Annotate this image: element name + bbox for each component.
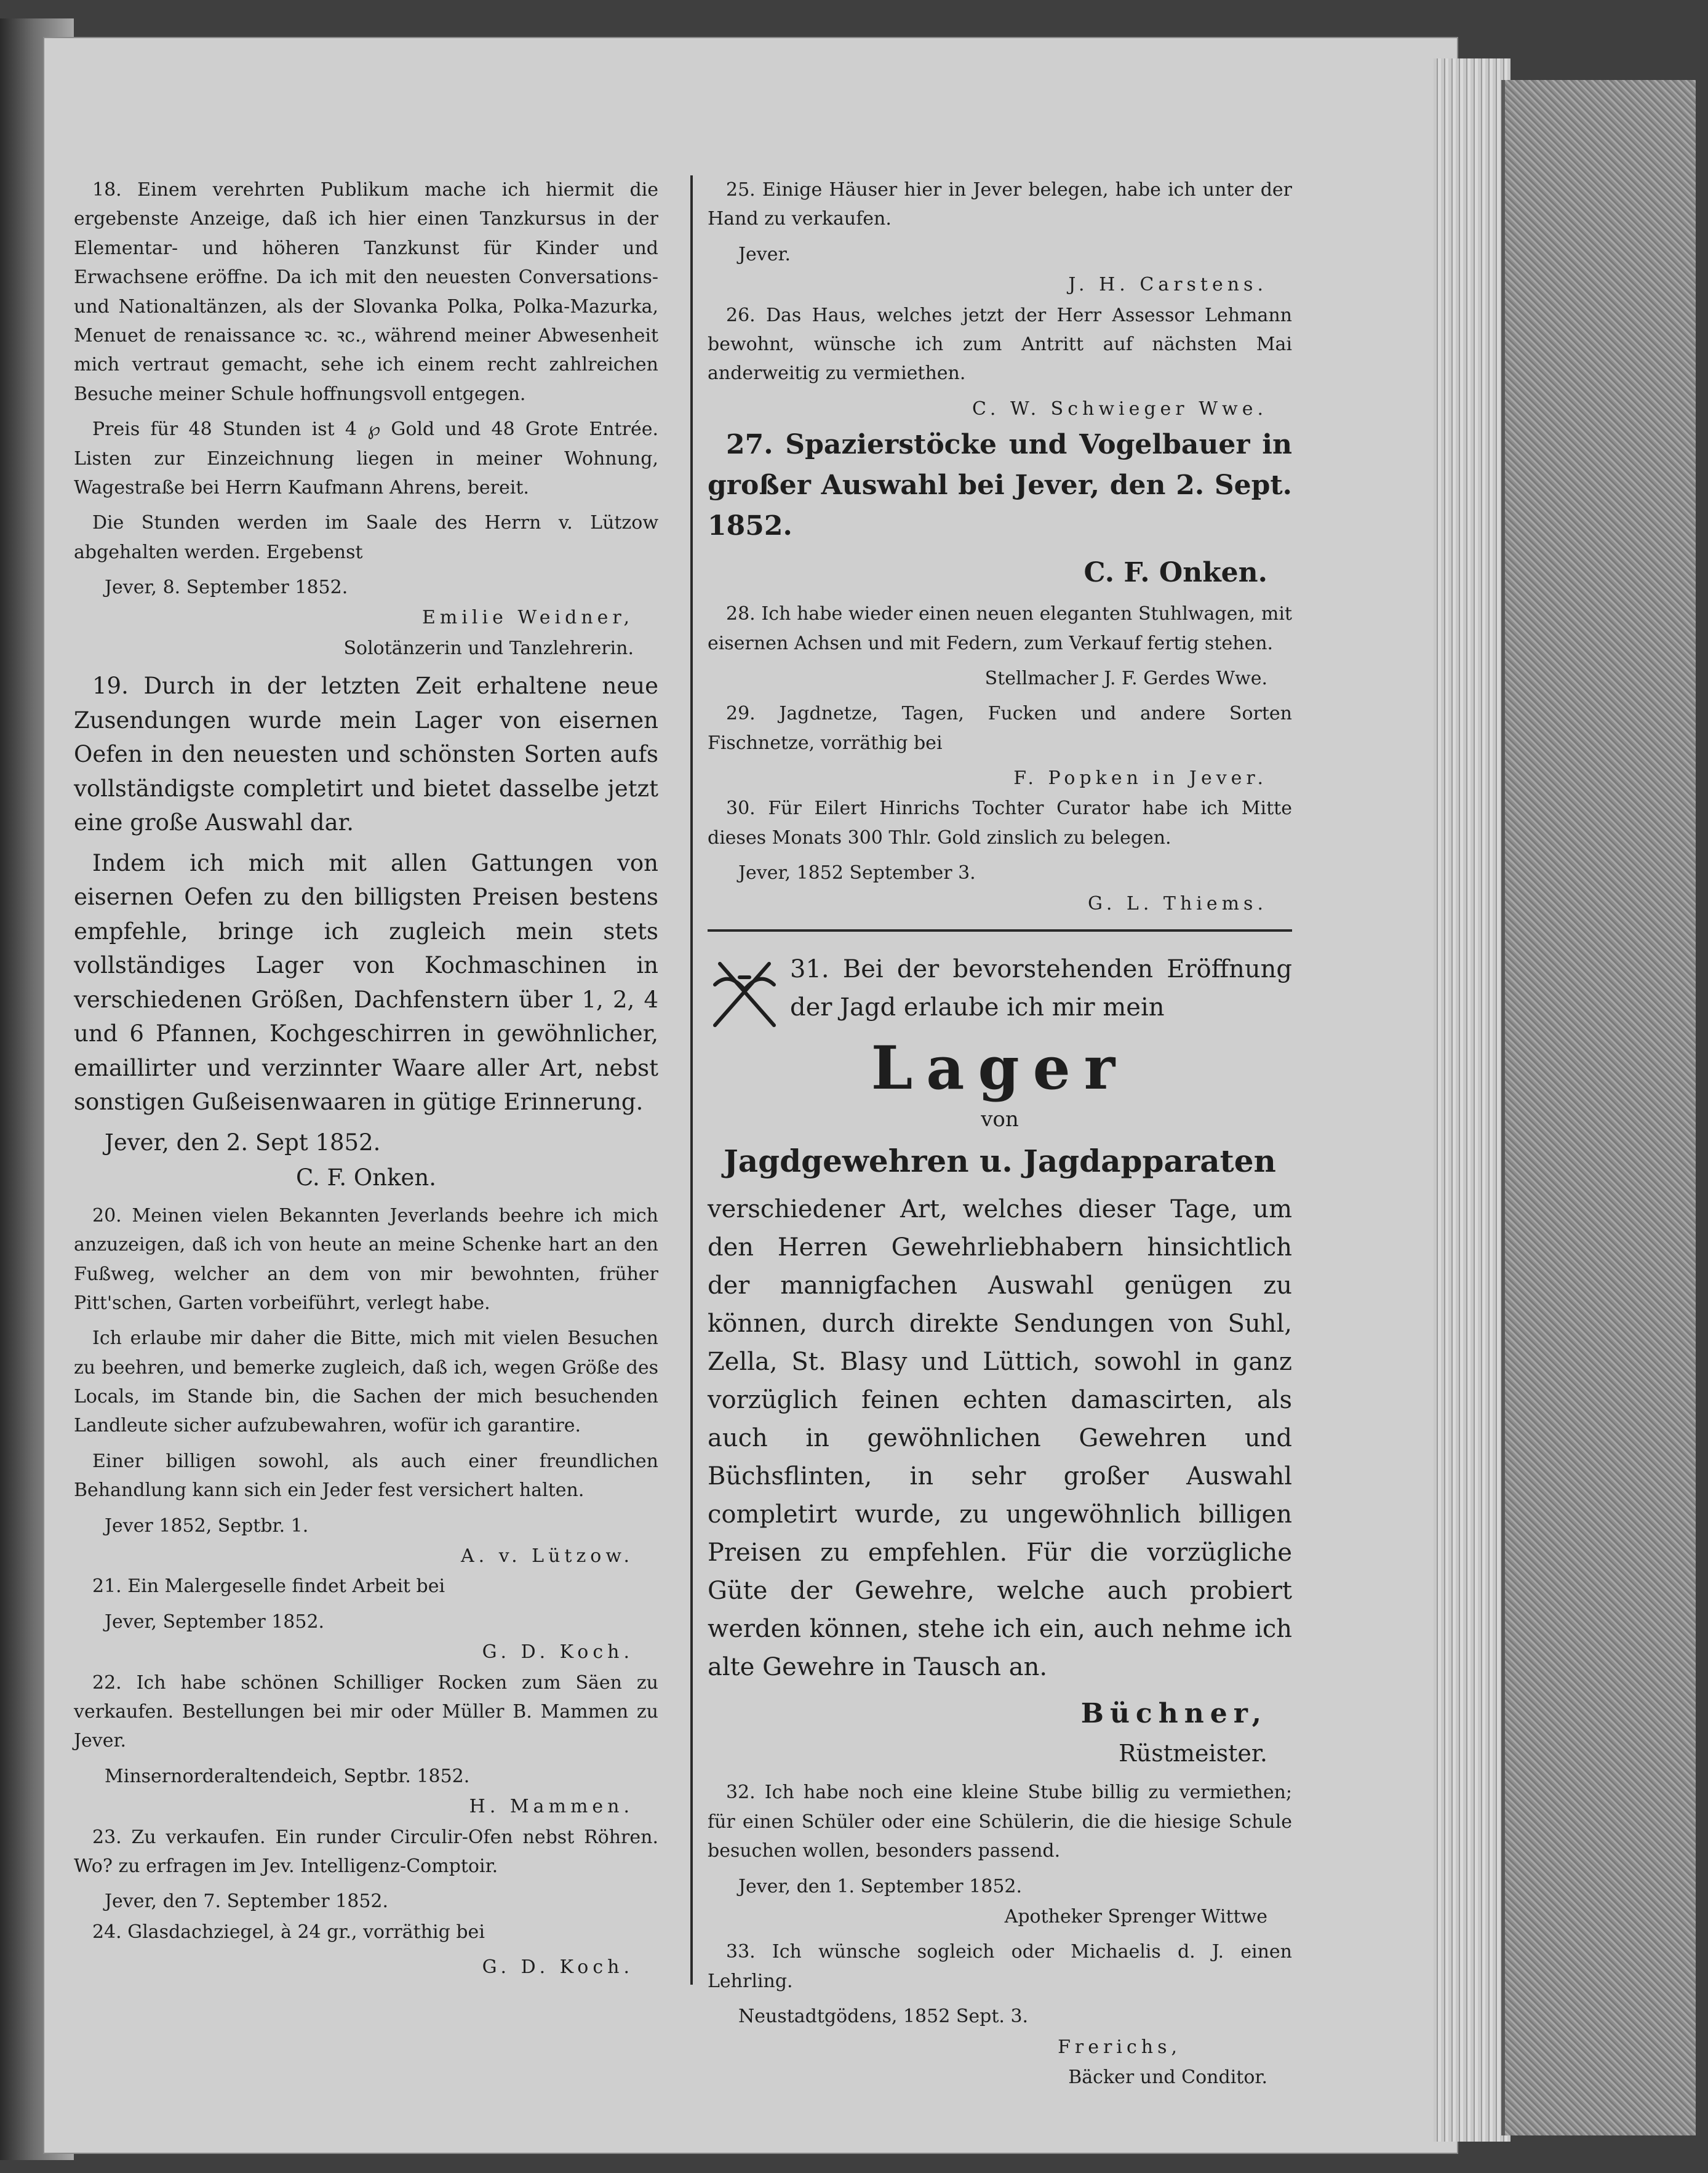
crossed-guns-icon	[708, 953, 781, 1033]
ad-26	[708, 301, 1292, 424]
ad-24-body: 24. Glasdachziegel, à 24 gr., vorräthig bei	[92, 1921, 485, 1943]
ad-27	[708, 425, 1292, 593]
ad-32	[708, 1778, 1292, 1931]
ad-20-body-3: Einer billigen sowohl, als auch einer freundlichen Behandlung kann sich ein Jeder fest versichert halten.	[74, 1450, 658, 1502]
ad-24-signature: G. D. Koch.	[482, 1956, 634, 1979]
ad-25-body: 25. Einige Häuser hier in Jever belegen, habe ich unter der Hand zu verkaufen.	[708, 179, 1292, 230]
ad-32-date: Jever, den 1. September 1852.	[738, 1875, 1023, 1897]
column-divider	[690, 175, 693, 1985]
ad-31-intro: 31. Bei der bevorstehenden Eröffnung der Jagd erlaube ich mir mein	[790, 955, 1292, 1022]
ad-31-body: verschiedener Art, welches dieser Tage, um den Herren Gewehrliebhabern hinsichtlich der mannigfachen Auswahl genügen zu können, durch direkte Sendungen von Suhl, Zella, St. Blasy und Lüttich, sowohl in ganz vorzüglich feinen echten damascirten, als auch in gewöhnlichen Gewehren und Büchsflinten, in sehr großer Auswahl completirt wurde, zu ungewöhnlich billigen Preisen zu empfehlen. Für die vorzügliche Güte der Gewehre, welche auch probiert werden können, stehe ich ein, auch nehme ich alte Gewehre in Tausch an.	[708, 1195, 1292, 1681]
ad-23-body: 23. Zu verkaufen. Ein runder Circulir-Ofen nebst Röhren. Wo? zu erfragen im Jev. Intelligenz-Comptoir.	[74, 1826, 658, 1877]
ad-25-signature: J. H. Carstens.	[1068, 274, 1267, 296]
ad-31-signature: Büchner,	[1080, 1697, 1267, 1729]
ad-32-body: 32. Ich habe noch eine kleine Stube billig zu vermiethen; für einen Schüler oder eine Schülerin, die die hiesige Schule besuchen wollen, besonders passend.	[708, 1782, 1292, 1862]
ad-18-signature: Emilie Weidner,	[421, 607, 634, 629]
ad-29-signature: F. Popken in Jever.	[1013, 767, 1267, 790]
ad-18-title: Solotänzerin und Tanzlehrerin.	[343, 637, 634, 659]
ad-26-body: 26. Das Haus, welches jetzt der Herr Assessor Lehmann bewohnt, wünsche ich zum Antritt auf nächsten Mai anderweitig zu vermiethen.	[708, 304, 1292, 385]
ad-25-place: Jever.	[738, 243, 791, 265]
ad-21-date: Jever, September 1852.	[105, 1611, 325, 1633]
ad-21-body: 21. Ein Malergeselle findet Arbeit bei	[92, 1575, 445, 1598]
ad-22-body: 22. Ich habe schönen Schilliger Rocken zum Säen zu verkaufen. Bestellungen bei mir oder Müller B. Mammen zu Jever.	[74, 1671, 658, 1752]
ad-20-signature: A. v. Lützow.	[460, 1545, 634, 1567]
ad-25	[708, 175, 1292, 300]
ad-18-date: Jever, 8. September 1852.	[105, 577, 348, 599]
ad-23-date: Jever, den 7. September 1852.	[105, 1891, 389, 1913]
ad-26-signature: C. W. Schwieger Wwe.	[972, 398, 1267, 420]
ad-18-price: Preis für 48 Stunden ist 4 ℘ Gold und 48 Grote Entrée. Listen zur Einzeichnung liegen in meiner Wohnung, Wagestraße bei Herrn Kaufmann Ahrens, bereit.	[74, 418, 658, 498]
ad-30-body: 30. Für Eilert Hinrichs Tochter Curator habe ich Mitte dieses Monats 300 Thlr. Gold zinslich zu belegen.	[708, 798, 1292, 849]
ad-28-body: 28. Ich habe wieder einen neuen eleganten Stuhlwagen, mit eisernen Achsen und mit Federn, zum Verkauf fertig stehen.	[708, 603, 1292, 654]
book-cover	[1501, 80, 1696, 2135]
ad-31	[708, 950, 1292, 1772]
left-column	[74, 175, 658, 1983]
ad-20	[74, 1201, 658, 1571]
ad-33-body: 33. Ich wünsche sogleich oder Michaelis d. J. einen Lehrling.	[708, 1941, 1292, 1992]
ad-19	[74, 669, 658, 1195]
ad-20-body: 20. Meinen vielen Bekannten Jeverlands beehre ich mich anzuzeigen, daß ich von heute an meine Schenke hart an den Fußweg, welcher an dem von mir bewohnten, früher Pitt'schen, Garten vorbeiführt, verlegt habe.	[74, 1204, 658, 1314]
ad-18	[74, 175, 658, 663]
ad-21	[74, 1572, 658, 1667]
ad-27-body: 27. Spazierstöcke und Vogelbauer in großer Auswahl bei Jever, den 2. Sept. 1852.	[708, 429, 1292, 542]
ad-19-body-2: Indem ich mich mit allen Gattungen von eisernen Oefen zu den billigsten Preisen bestens empfehle, bringe ich zugleich mein stets vollständiges Lager von Kochmaschinen in verschiedenen Größen, Dachfenstern über 1, 2, 4 und 6 Pfannen, Kochgeschirren in gewöhnlicher, emaillirter und verzinnter Waare aller Art, nebst sonstigen Gußeisenwaaren in gütige Erinnerung.	[74, 849, 658, 1116]
ad-19-body: 19. Durch in der letzten Zeit erhaltene neue Zusendungen wurde mein Lager von eisernen Oefen in den neuesten und schönsten Sorten aufs vollständigste completirt und bietet dasselbe jetzt eine große Auswahl dar.	[74, 673, 658, 836]
right-column	[708, 175, 1292, 2098]
ad-20-body-2: Ich erlaube mir daher die Bitte, mich mit vielen Besuchen zu beehren, und bemerke zugleich, daß ich, wegen Größe des Locals, im Stande bin, die Sachen der mich besuchenden Landleute sicher aufzubewahren, wofür ich garantire.	[74, 1327, 658, 1437]
ad-29-body: 29. Jagdnetze, Tagen, Fucken und andere Sorten Fischnetze, vorräthig bei	[708, 703, 1292, 754]
ad-30-signature: G. L. Thiems.	[1087, 892, 1267, 914]
ad-20-date: Jever 1852, Septbr. 1.	[105, 1515, 309, 1537]
ad-23	[74, 1823, 658, 1916]
ad-18-hours: Die Stunden werden im Saale des Herrn v. Lützow abgehalten werden. Ergebenst	[74, 512, 658, 563]
ad-29	[708, 699, 1292, 793]
ad-27-signature: C. F. Onken.	[1083, 557, 1267, 589]
ad-18-body: 18. Einem verehrten Publikum mache ich hiermit die ergebenste Anzeige, daß ich hier einen Tanzkursus in der Elementar- und höheren Tanzkunst für Kinder und Erwachsene eröffne. Da ich mit den neuesten Conversations- und Nationaltänzen, als der Slovanka Polka, Polka-Mazurka, Menuet de renaissance ꝛc. ꝛc., während meiner Abwesenheit mich vertraut gemacht, sehe ich einem recht zahlreichen Besuche meiner Schule hoffnungsvoll entgegen.	[74, 179, 658, 405]
ad-28-signature: Stellmacher J. F. Gerdes Wwe.	[984, 667, 1267, 689]
ad-22-signature: H. Mammen.	[469, 1796, 634, 1818]
ad-24	[74, 1918, 658, 1982]
section-rule	[708, 929, 1292, 950]
ad-30	[708, 794, 1292, 918]
ad-22	[74, 1668, 658, 1822]
page-edges	[1434, 58, 1510, 2142]
ad-31-title: Rüstmeister.	[1119, 1740, 1267, 1767]
ad-33-date: Neustadtgödens, 1852 Sept. 3.	[738, 2006, 1029, 2028]
ad-21-signature: G. D. Koch.	[482, 1641, 634, 1663]
ad-33-title: Bäcker und Conditor.	[1068, 2067, 1267, 2088]
ad-31-von: von	[981, 1107, 1019, 1132]
ad-22-date: Minsernorderaltendeich, Septbr. 1852.	[105, 1765, 470, 1787]
ad-32-signature: Apotheker Sprenger Wittwe	[1004, 1906, 1267, 1928]
ad-33-signature: Frerichs,	[1058, 2036, 1181, 2058]
ad-30-date: Jever, 1852 September 3.	[738, 862, 976, 884]
ad-28	[708, 599, 1292, 693]
ad-19-date: Jever, den 2. Sept 1852.	[105, 1129, 381, 1156]
ad-33	[708, 1937, 1292, 2092]
ad-31-heading: Jagdgewehren u. Jagdapparaten	[724, 1142, 1276, 1179]
ad-19-signature: C. F. Onken.	[295, 1164, 437, 1191]
ad-31-lager: Lager	[871, 1033, 1129, 1103]
